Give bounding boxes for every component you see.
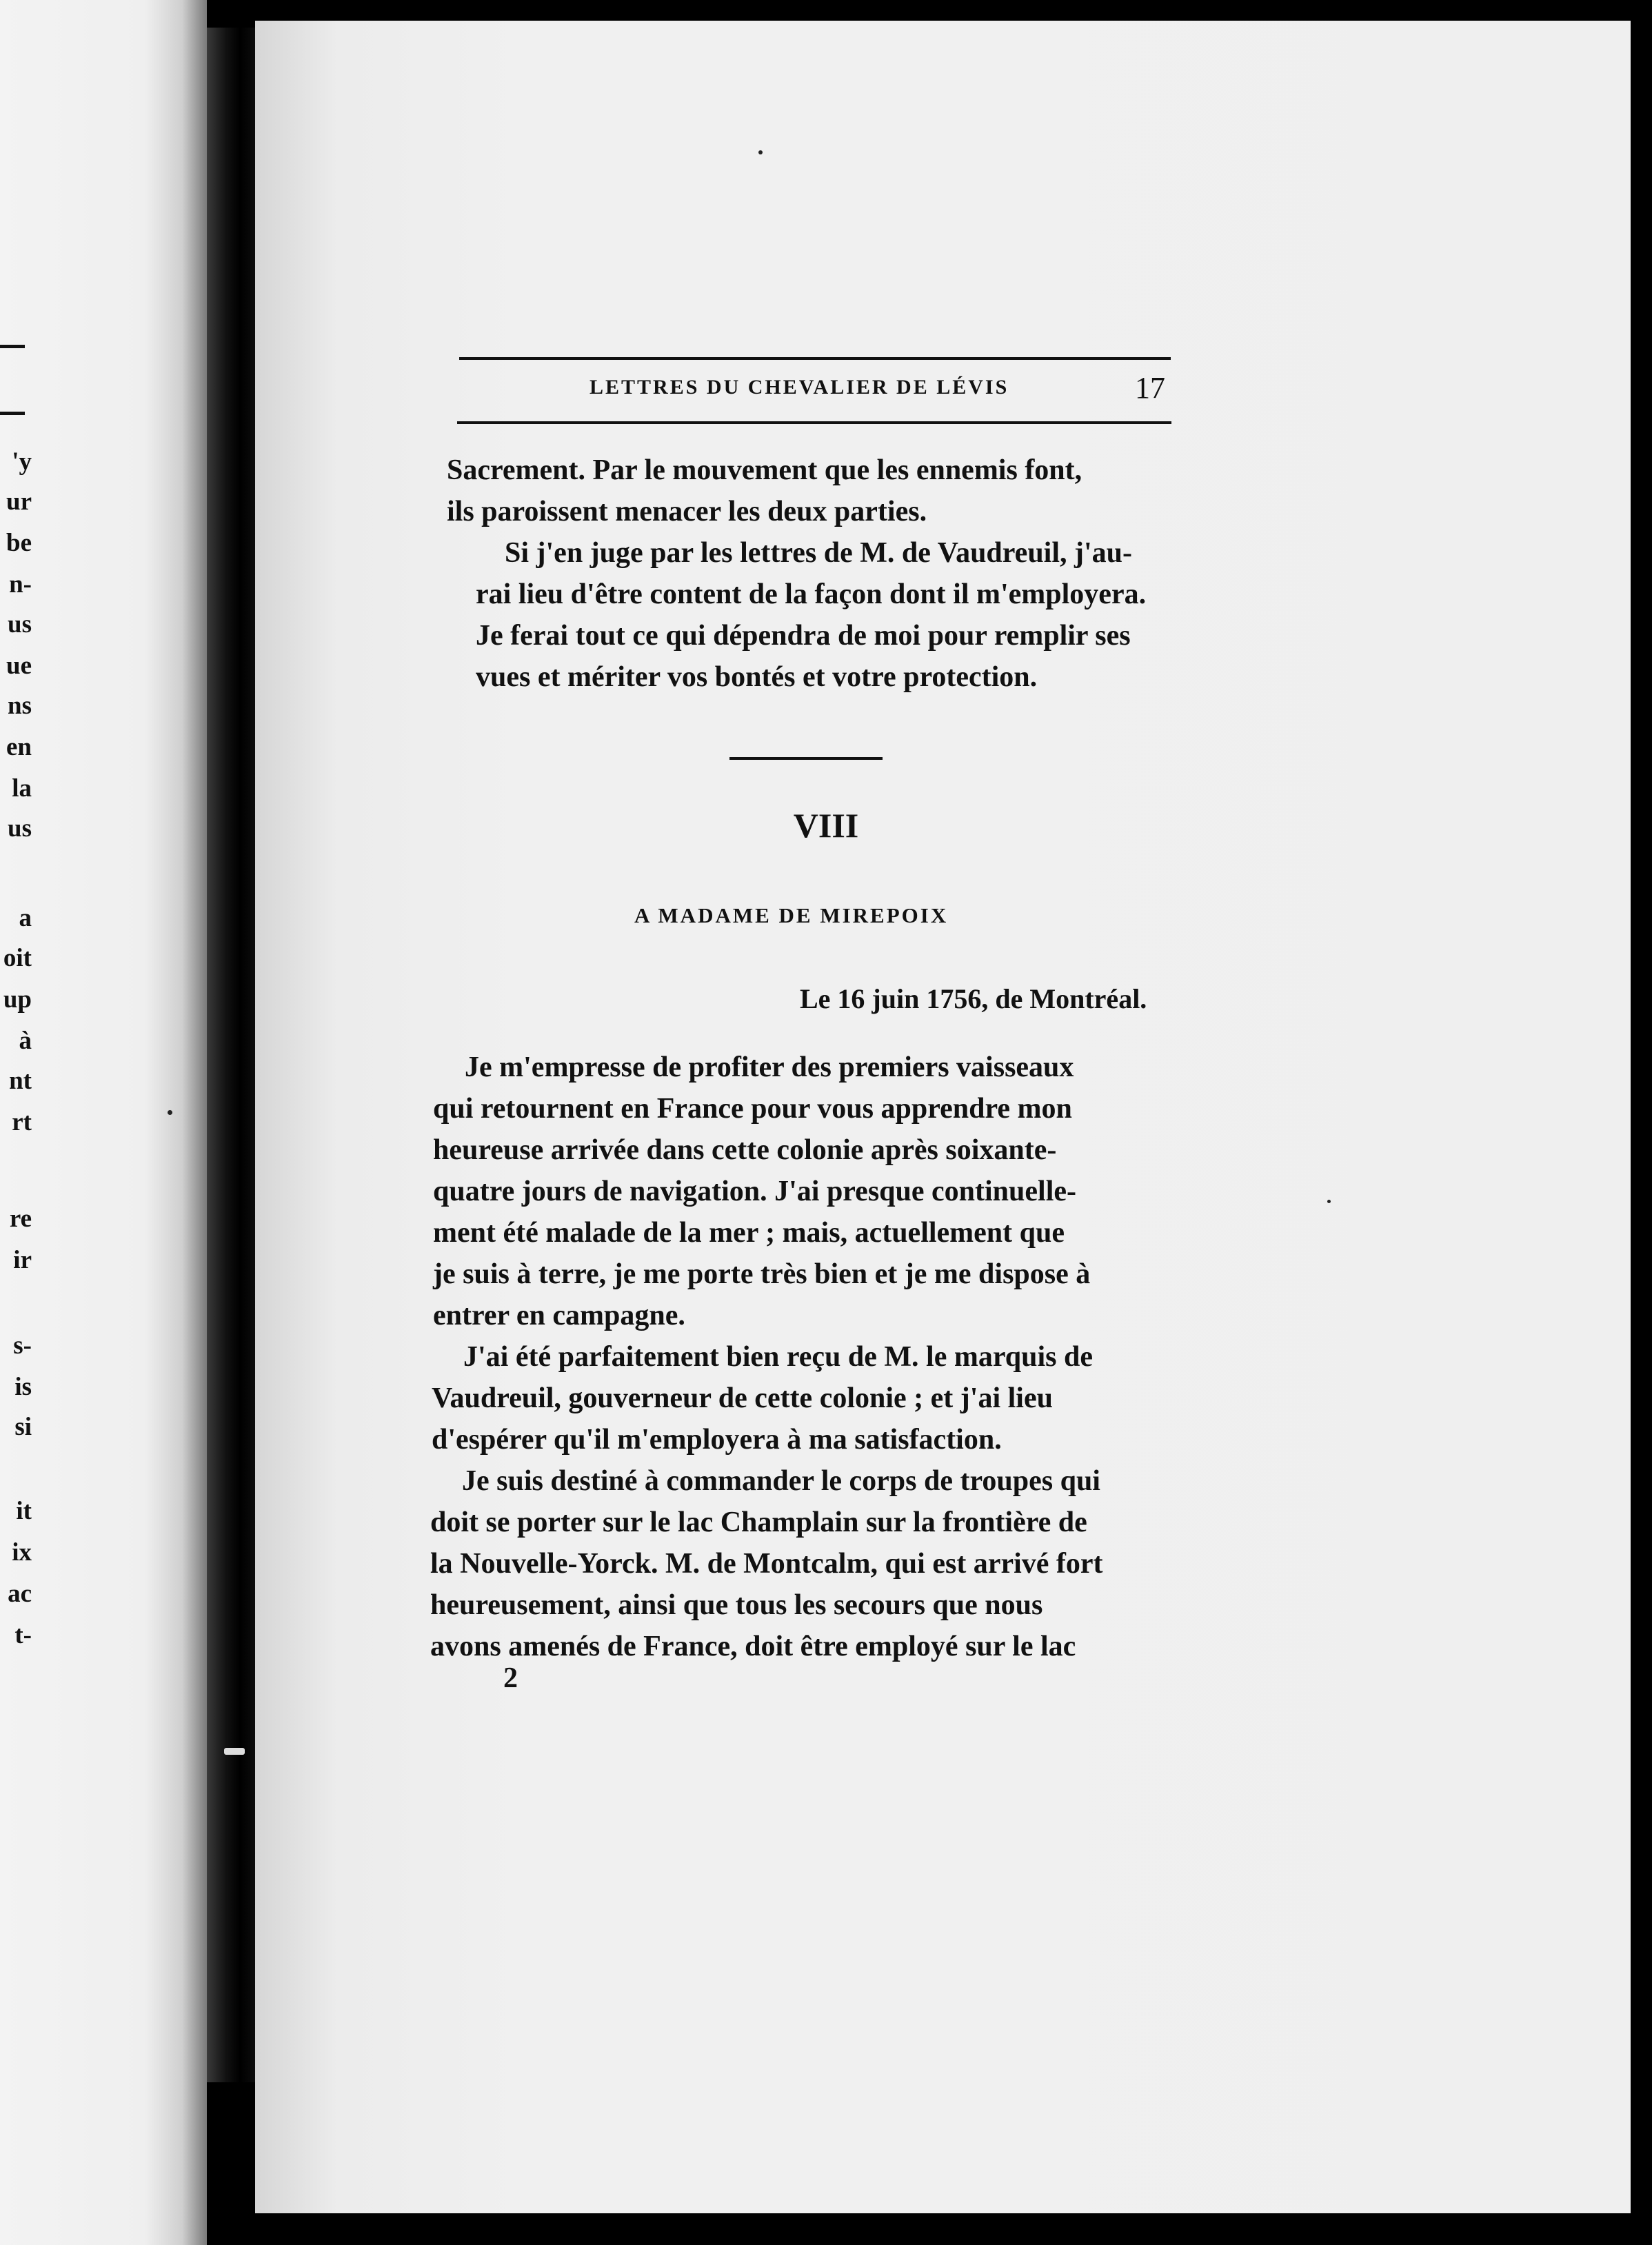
letter-paragraph [433, 1047, 1157, 1336]
text-line: heureuse arrivée dans cette colonie après soixante- [433, 1134, 1057, 1166]
page-number: 17 [1135, 371, 1165, 405]
letter-addressee: A MADAME DE MIREPOIX [634, 903, 949, 927]
left-page-fragment: 'y [12, 447, 32, 476]
text-line: Si j'en juge par les lettres de M. de Vaudreuil, j'au- [505, 537, 1133, 569]
letter-paragraph [430, 1460, 1156, 1667]
left-page-rule [0, 345, 25, 348]
left-page-fragment: s- [13, 1331, 32, 1360]
text-line: qui retournent en France pour vous apprendre mon [433, 1093, 1072, 1125]
left-page-fragment: rt [12, 1108, 32, 1136]
left-page-fragment: nt [9, 1067, 32, 1095]
left-page-fragment: be [6, 529, 32, 557]
left-page-fragment: up [3, 985, 32, 1014]
left-page-fragment: is [14, 1373, 32, 1401]
left-page-fragment: us [8, 814, 32, 843]
text-line: Je suis destiné à commander le corps de troupes qui [462, 1465, 1100, 1497]
text-line: quatre jours de navigation. J'ai presque continuelle- [433, 1176, 1077, 1207]
text-line: rai lieu d'être content de la façon dont il m'employera. [476, 578, 1147, 610]
left-page-fragment: us [8, 610, 32, 638]
text-line: la Nouvelle-Yorck. M. de Montcalm, qui est arrivé fort [430, 1548, 1103, 1580]
left-page-fragment: it [16, 1497, 32, 1525]
text-line: ment été malade de la mer ; mais, actuellement que [433, 1217, 1065, 1249]
text-line: ils paroissent menacer les deux parties. [447, 496, 927, 527]
left-page-fragment: ns [8, 692, 32, 720]
left-page-fragment: ac [8, 1580, 32, 1608]
left-page-rule [0, 412, 25, 415]
letter-dateline: Le 16 juin 1756, de Montréal. [800, 983, 1147, 1014]
left-page-fragment: ir [13, 1246, 32, 1274]
text-line: Sacrement. Par le mouvement que les ennemis font, [447, 454, 1082, 486]
scan-mark [224, 1748, 245, 1755]
scan-speck [758, 150, 763, 154]
scan-speck [168, 1110, 172, 1115]
text-line: heureusement, ainsi que tous les secours que nous [430, 1589, 1043, 1621]
text-line: doit se porter sur le lac Champlain sur la frontière de [430, 1507, 1087, 1538]
text-line: Je m'empresse de profiter des premiers vaisseaux [465, 1051, 1074, 1083]
text-line: je suis à terre, je me porte très bien et je me dispose à [433, 1258, 1091, 1290]
left-page-fragment: ix [12, 1538, 32, 1567]
left-page-fragment: si [14, 1413, 32, 1441]
header-top-rule [459, 357, 1171, 360]
left-page-fragment: à [19, 1027, 32, 1055]
text-line: avons amenés de France, doit être employé sur le lac [430, 1631, 1076, 1662]
left-page-fragment: ue [6, 652, 32, 680]
left-page-fragment: ur [6, 487, 32, 516]
letter-paragraph [432, 1336, 1156, 1460]
text-line: d'espérer qu'il m'employera à ma satisfaction. [432, 1424, 1002, 1456]
text-line: Vaudreuil, gouverneur de cette colonie ; et j'ai lieu [432, 1382, 1053, 1414]
left-page-fragment: t- [14, 1621, 32, 1649]
text-line: entrer en campagne. [433, 1300, 685, 1331]
text-line: J'ai été parfaitement bien reçu de M. le marquis de [463, 1341, 1093, 1373]
left-page-fragment: en [6, 733, 32, 761]
left-page-fragment: a [19, 904, 32, 932]
text-line: vues et mériter vos bontés et votre protection. [476, 661, 1038, 693]
left-page-fragment: re [9, 1205, 32, 1233]
running-head-title: LETTRES DU CHEVALIER DE LÉVIS [590, 376, 1009, 399]
book-gutter [207, 28, 262, 2082]
left-page-fragment: n- [9, 570, 32, 598]
continuation-paragraph [447, 450, 1161, 532]
closing-paragraph [447, 532, 1161, 698]
running-head [455, 370, 1165, 412]
section-separator [729, 757, 883, 760]
printer-signature-mark: 2 [503, 1662, 518, 1694]
scan-speck [1327, 1200, 1331, 1203]
header-bottom-rule [457, 421, 1171, 424]
left-facing-page [0, 0, 207, 2245]
left-page-fragment: oit [3, 944, 32, 972]
left-page-fragment: la [12, 774, 32, 803]
chapter-number: VIII [793, 806, 859, 845]
text-line: Je ferai tout ce qui dépendra de moi pour remplir ses [476, 620, 1131, 652]
